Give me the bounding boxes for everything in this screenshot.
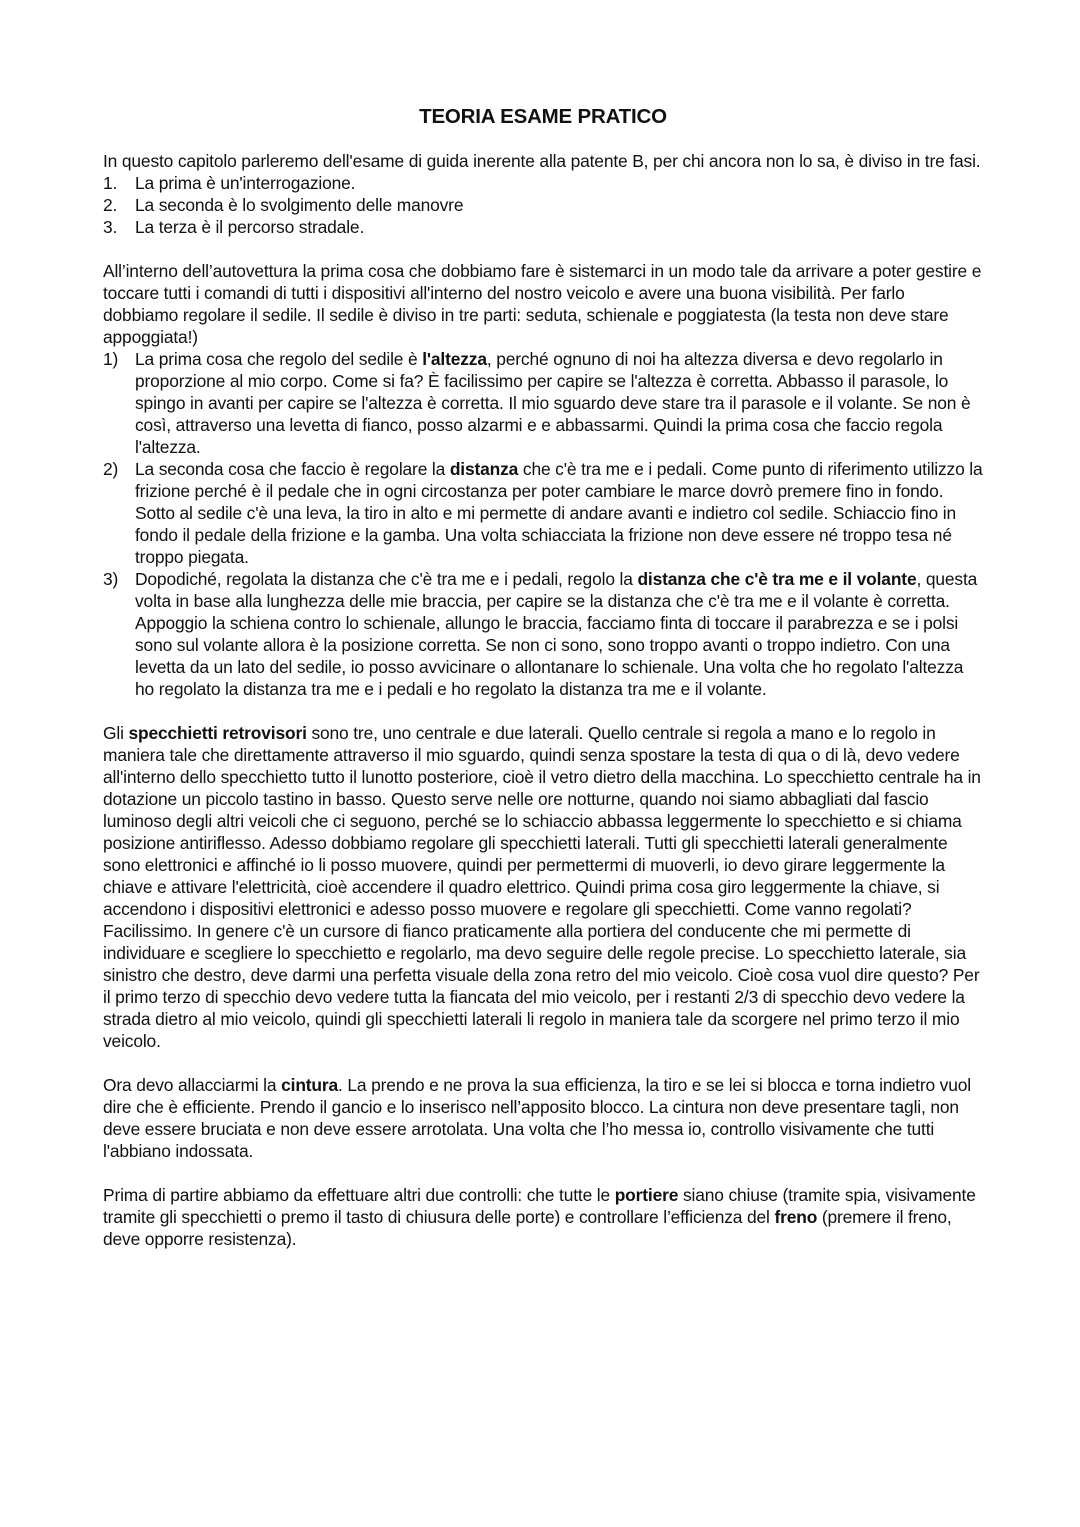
checks-keyword-doors: portiere xyxy=(614,1185,679,1205)
mirrors-text: sono tre, uno centrale e due laterali. Quello centrale si regola a mano e lo regolo in maniera tale che direttamente attraverso il mio sguardo, quindi senza spostare la testa di qua o di là, devo vedere all'interno dello specchietto tutto il lunotto posteriore, cioè il vetro dietro della macchina. Lo specchietto centrale ha in dotazione un piccolo tastino in basso. Questo serve nelle ore notturne, quando noi siamo abbagliati dal fascio luminoso degli altri veicoli che ci seguono, perché se lo schiaccio abbassa leggermente lo specchietto e si chiama posizione antiriflesso. Adesso dobbiamo regolare gli specchietti laterali. Tutti gli specchietti laterali generalmente sono elettronici e affinché io li posso muovere, quindi per permettermi di muoverli, io devo girare leggermente la chiave e attivare l'elettricità, cioè accendere il quadro elettrico. Quindi prima cosa giro leggermente la chiave, si accendono i dispositivi elettronici e adesso posso muovere e regolare gli specchietti. Come vanno regolati? Facilissimo. In genere c'è un cursore di fianco praticamente alla portiera del conducente che mi permette di individuare e scegliere lo specchietto e regolarlo, ma devo seguire delle regole precise. Lo specchietto laterale, sia sinistro che destro, deve darmi una perfetta visuale della zona retro del mio veicolo. Cioè cosa vuol dire questo? Per il primo terzo di specchio devo vedere tutta la fiancata del mio veicolo, per i restanti 2/3 di specchio devo vedere la strada dietro al mio veicolo, quindi gli specchietti laterali li regolo in maniera tale da scorgere nel primo terzo il mio veicolo. xyxy=(103,723,981,1051)
seat-step-text: La seconda cosa che faccio è regolare la xyxy=(135,459,450,479)
seat-step-keyword: l'altezza xyxy=(422,349,487,369)
exam-phase-item xyxy=(103,216,983,238)
seat-step-text: , perché ognuno di noi ha altezza diversa e devo regolarlo in proporzione al mio corpo. Come si fa? È facilissimo per capire se l'altezza è corretta. Abbasso il parasole, lo spingo in avanti per capire se l'altezza è corretta. Il mio sguardo deve stare tra il parasole e il volante. Se non è così, attraverso una levetta di fianco, posso alzarmi e e abbassarmi. Quindi la prima cosa che faccio regola l'altezza. xyxy=(135,349,971,457)
seat-intro-paragraph: All’interno dell’autovettura la prima cosa che dobbiamo fare è sistemarci in un modo tale da arrivare a poter gestire e toccare tutti i comandi di tutti i dispositivi all'interno del nostro veicolo e avere una buona visibilità. Per farlo dobbiamo regolare il sedile. Il sedile è diviso in tre parti: seduta, schienale e poggiatesta (la testa non deve stare appoggiata!) xyxy=(103,261,982,347)
seat-step-text: , questa volta in base alla lunghezza delle mie braccia, per capire se la distanza che c'è tra me e il volante è corretta. Appoggio la schiena contro lo schienale, allungo le braccia, facciamo finta di toccare il parabrezza e se i polsi sono sul volante allora è la posizione corretta. Se non ci sono, sono troppo avanti o troppo indietro. Con una levetta da un lato del sedile, io posso avvicinare o allontanare lo schienale. Una volta che ho regolato l'altezza ho regolato la distanza tra me e i pedali e ho regolato la distanza tra me e il volante. xyxy=(135,569,978,699)
belt-text: Ora devo allacciarmi la xyxy=(103,1075,282,1095)
seat-section xyxy=(103,260,983,700)
seat-step-keyword: distanza che c'è tra me e il volante xyxy=(637,569,917,589)
seat-steps-list xyxy=(103,348,983,700)
belt-text: . La prendo e ne prova la sua efficienza, la tiro e se lei si blocca e torna indietro vuol dire che è efficiente. Prendo il gancio e lo inserisco nell’apposito blocco. La cintura non deve presentare tagli, non deve essere bruciata e non deve essere arrotolata. Una volta che l’ho messa io, controllo visivamente che tutti l'abbiano indossata. xyxy=(103,1075,971,1161)
mirrors-text: Gli xyxy=(103,723,129,743)
checks-keyword-brake: freno xyxy=(774,1207,818,1227)
list-marker: 2. xyxy=(103,195,118,215)
list-marker: 1) xyxy=(103,349,119,369)
checks-paragraph xyxy=(103,1184,983,1250)
belt-paragraph xyxy=(103,1074,983,1162)
list-marker: 2) xyxy=(103,459,119,479)
checks-text: Prima di partire abbiamo da effettuare altri due controlli: che tutte le xyxy=(103,1185,615,1205)
seat-step-item xyxy=(103,348,983,458)
exam-phase-item xyxy=(103,194,983,216)
exam-phase-text: La prima è un'interrogazione. xyxy=(135,173,356,193)
list-marker: 1. xyxy=(103,173,118,193)
seat-step-text: La prima cosa che regolo del sedile è xyxy=(135,349,423,369)
intro-section xyxy=(103,150,983,238)
seat-step-keyword: distanza xyxy=(449,459,519,479)
seat-step-item xyxy=(103,568,983,700)
seat-step-text: che c'è tra me e i pedali. Come punto di riferimento utilizzo la frizione perché è il pedale che in ogni circostanza per poter cambiare le marce dovrò premere fino in fondo. Sotto al sedile c'è una leva, la tiro in alto e mi permette di andare avanti e indietro col sedile. Schiaccio fino in fondo il pedale della frizione e la gamba. Una volta schiacciata la frizione non deve essere né troppo tesa né troppo piegata. xyxy=(135,459,983,567)
exam-phase-text: La terza è il percorso stradale. xyxy=(135,217,365,237)
intro-paragraph: In questo capitolo parleremo dell'esame di guida inerente alla patente B, per chi ancora non lo sa, è diviso in tre fasi. xyxy=(103,151,981,171)
mirrors-keyword: specchietti retrovisori xyxy=(128,723,307,743)
belt-keyword: cintura xyxy=(281,1075,339,1095)
list-marker: 3) xyxy=(103,569,119,589)
checks-text: (premere il freno, deve opporre resistenza). xyxy=(103,1207,952,1249)
seat-step-item xyxy=(103,458,983,568)
exam-phase-item xyxy=(103,172,983,194)
exam-phase-text: La seconda è lo svolgimento delle manovre xyxy=(135,195,464,215)
mirrors-paragraph xyxy=(103,722,983,1052)
checks-text: siano chiuse (tramite spia, visivamente tramite gli specchietti o premo il tasto di chiusura delle porte) e controllare l’efficienza del xyxy=(103,1185,976,1227)
exam-phases-list xyxy=(103,172,983,238)
seat-step-text: Dopodiché, regolata la distanza che c'è tra me e i pedali, regolo la xyxy=(135,569,638,589)
list-marker: 3. xyxy=(103,217,118,237)
document-page xyxy=(103,104,983,1272)
document-title: TEORIA ESAME PRATICO xyxy=(419,105,667,128)
